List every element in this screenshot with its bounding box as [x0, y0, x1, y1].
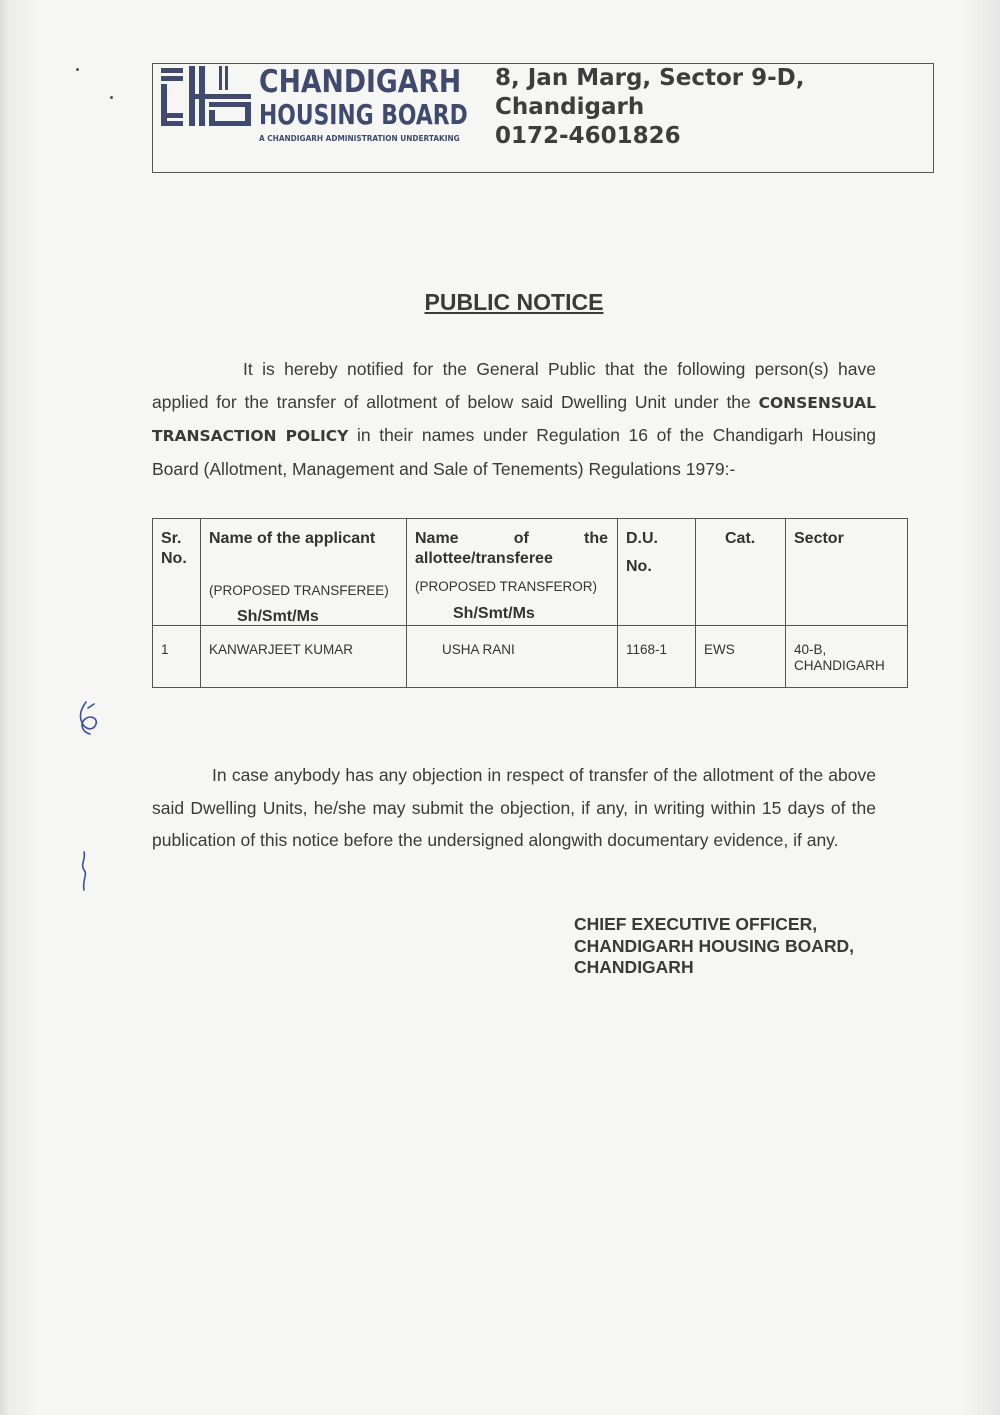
header-applicant: Name of the applicant (PROPOSED TRANSFEREE) Sh/Smt/Ms: [201, 519, 407, 626]
signature-block: [574, 914, 854, 979]
intro-text-part2: in their names under Regulation 16 of the Chandigarh Housing Board (Allotment, Management and Sale of Tenements) Regulations 1979:-: [152, 425, 876, 479]
policy-name: CONSENSUAL TRANSACTION POLICY: [152, 393, 876, 445]
row-category: EWS: [704, 642, 735, 657]
objection-text: In case anybody has any objection in respect of transfer of the allotment of the above said Dwelling Units, he/she may submit the objection, if any, in writing within 15 days of the publication of this notice before the undersigned alongwith documentary evidence, if any.: [152, 765, 876, 850]
table-header-row: [153, 519, 908, 626]
objection-paragraph: [152, 759, 876, 857]
signatory-title: CHIEF EXECUTIVE OFFICER,: [574, 914, 818, 934]
chb-logo-icon: [161, 66, 251, 126]
org-tagline: A CHANDIGARH ADMINISTRATION UNDERTAKING: [259, 134, 460, 143]
org-name-line1: CHANDIGARH: [259, 64, 462, 100]
org-address: [495, 64, 805, 151]
address-line1: 8, Jan Marg, Sector 9-D,: [495, 65, 805, 91]
transfer-table: [152, 518, 908, 688]
address-line2: Chandigarh: [495, 94, 645, 120]
header-allottee: Name of the allottee/transferee (PROPOSED TRANSFEROR) Sh/Smt/Ms: [407, 519, 618, 626]
row-sector: 40-B, CHANDIGARH: [794, 642, 885, 673]
intro-text-part1: It is hereby notified for the General Public that the following person(s) have applied for the transfer of allotment of below said Dwelling Unit under the: [152, 359, 876, 412]
row-applicant-name: KANWARJEET KUMAR: [209, 642, 354, 657]
notice-intro-paragraph: [152, 353, 876, 485]
phone-number: 0172-4601826: [495, 123, 681, 149]
row-du-no: 1168-1: [626, 642, 668, 657]
allottee-subheader: (PROPOSED TRANSFEROR): [415, 579, 598, 594]
org-name-line2: HOUSING BOARD: [259, 98, 468, 131]
header-du-no: D.U. No.: [618, 519, 696, 626]
handwritten-initial-mark: [72, 700, 106, 736]
signatory-city: CHANDIGARH: [574, 957, 694, 977]
specks: [110, 96, 113, 99]
header-sr-no: Sr. No.: [153, 519, 201, 626]
signatory-organization: CHANDIGARH HOUSING BOARD,: [574, 935, 854, 956]
row-allottee-name: USHA RANI: [442, 642, 515, 657]
specks: [76, 68, 79, 71]
applicant-salutation: Sh/Smt/Ms: [237, 608, 319, 625]
allottee-salutation: Sh/Smt/Ms: [453, 605, 535, 622]
letterhead: [152, 63, 934, 173]
applicant-subheader: (PROPOSED TRANSFEREE): [209, 583, 389, 598]
handwritten-tick-mark: [74, 850, 94, 892]
header-category: Cat.: [696, 519, 786, 626]
header-sector: Sector: [786, 519, 908, 626]
row-sr-no: 1: [161, 642, 169, 657]
notice-title: PUBLIC NOTICE: [424, 289, 604, 315]
table-row: [153, 626, 908, 688]
